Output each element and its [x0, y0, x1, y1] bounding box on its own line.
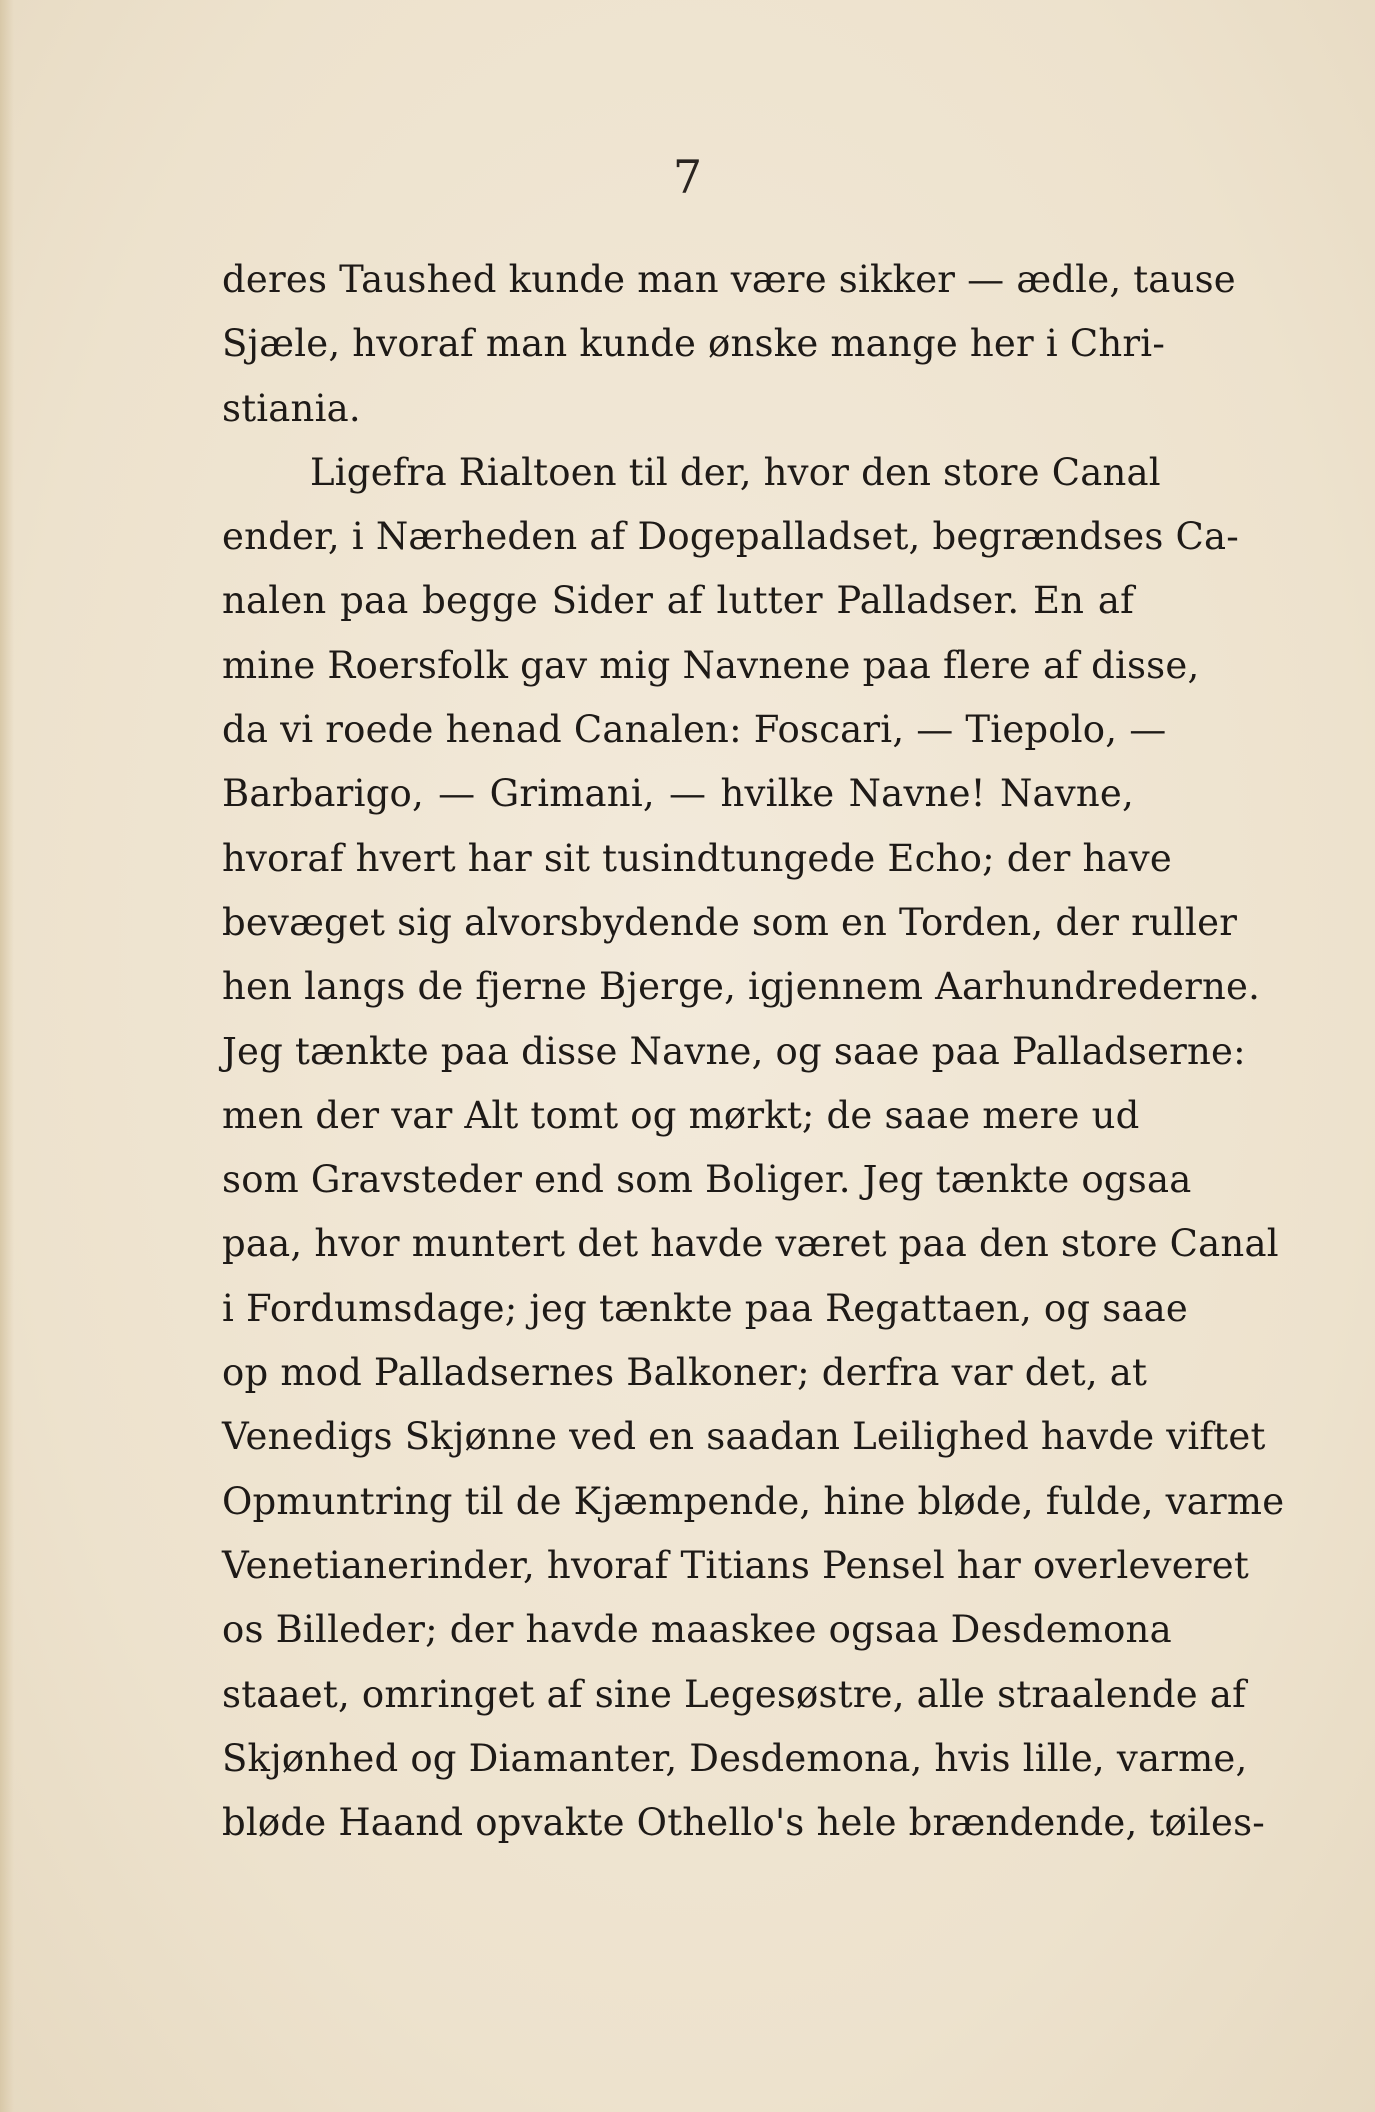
text-line: Sjæle, hvoraf man kunde ønske mange her i Chri-: [222, 322, 1166, 366]
text-line: paa, hvor muntert det havde været paa den store Canal: [222, 1222, 1279, 1266]
text-line: staaet, omringet af sine Legesøstre, alle straalende af: [222, 1672, 1246, 1716]
text-line: bløde Haand opvakte Othello's hele brændende, tøiles-: [222, 1801, 1265, 1845]
page-binding-edge: [0, 0, 14, 2112]
text-line: Ligefra Rialtoen til der, hvor den store Canal: [310, 450, 1161, 494]
text-line: mine Roersfolk gav mig Navnene paa flere af disse,: [222, 643, 1200, 687]
text-line: hen langs de fjerne Bjerge, igjennem Aarhundrederne.: [222, 965, 1261, 1009]
page-number: 7: [672, 150, 703, 204]
text-line: os Billeder; der havde maaskee ogsaa Desdemona: [222, 1608, 1172, 1652]
text-line: stiania.: [222, 386, 361, 430]
text-line: som Gravsteder end som Boliger. Jeg tænkte ogsaa: [222, 1158, 1192, 1202]
text-line: nalen paa begge Sider af lutter Palladser. En af: [222, 579, 1134, 623]
text-line: hvoraf hvert har sit tusindtungede Echo; der have: [222, 836, 1173, 880]
text-line: Venetianerinder, hvoraf Titians Pensel har overleveret: [222, 1543, 1249, 1587]
text-line: Venedigs Skjønne ved en saadan Leilighed havde viftet: [222, 1415, 1266, 1459]
text-line: bevæget sig alvorsbydende som en Torden, der ruller: [222, 900, 1238, 944]
text-line: deres Taushed kunde man være sikker — ædle, tause: [222, 258, 1236, 301]
text-line: Opmuntring til de Kjæmpende, hine bløde, fulde, varme: [222, 1479, 1285, 1523]
text-line: Barbarigo, — Grimani, — hvilke Navne! Navne,: [222, 772, 1134, 816]
body-text: [222, 248, 1285, 1855]
text-line: op mod Palladsernes Balkoner; derfra var det, at: [222, 1351, 1148, 1395]
text-line: i Fordumsdage; jeg tænkte paa Regattaen, og saae: [222, 1286, 1189, 1330]
text-line: ender, i Nærheden af Dogepalladset, begrændses Ca-: [222, 515, 1240, 559]
text-line: Skjønhed og Diamanter, Desdemona, hvis lille, varme,: [222, 1736, 1248, 1780]
text-line: da vi roede henad Canalen: Foscari, — Tiepolo, —: [222, 708, 1167, 752]
text-line: men der var Alt tomt og mørkt; de saae mere ud: [222, 1093, 1140, 1137]
text-line: Jeg tænkte paa disse Navne, og saae paa Palladserne:: [222, 1029, 1246, 1073]
